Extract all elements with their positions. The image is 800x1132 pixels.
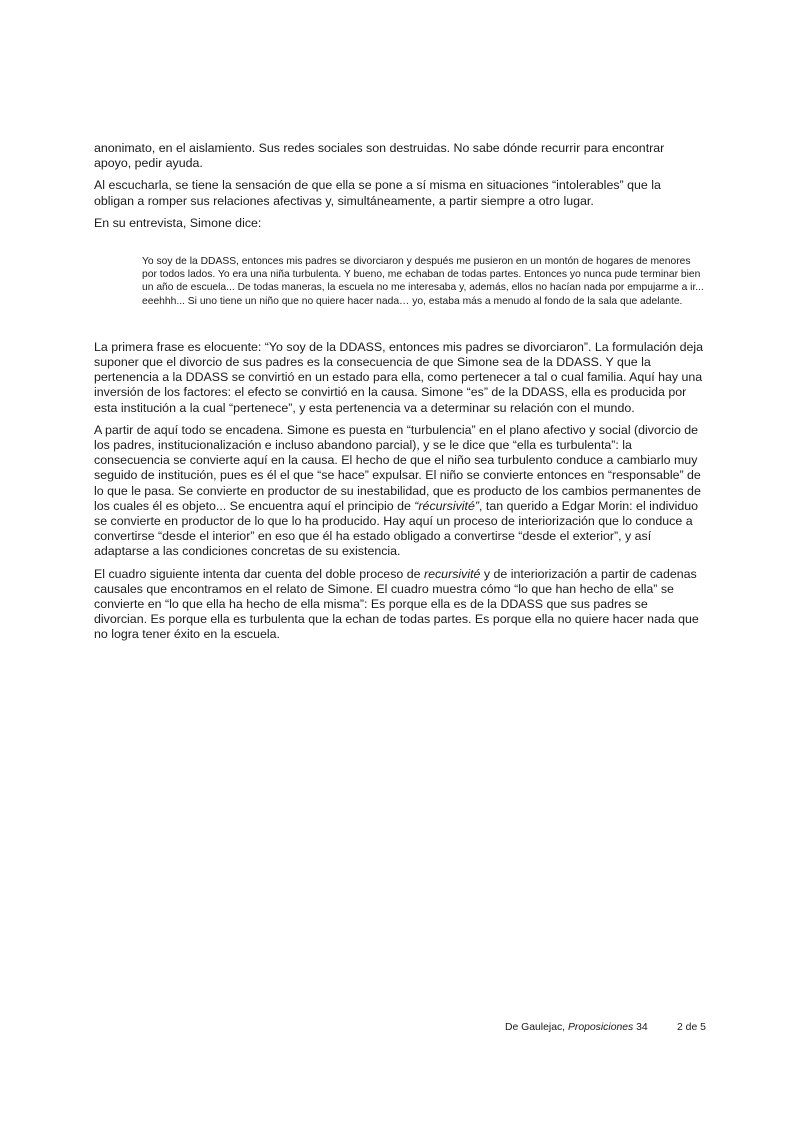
- footer-issue: 34: [633, 1022, 648, 1033]
- paragraph: La primera frase es elocuente: “Yo soy de la DDASS, entonces mis padres se divorciaron”. La formulación deja suponer que el divorcio de sus padres es la consecuencia de que Simone sea de la DDASS. Y que la pertenencia a la DDASS se convirtió en un estado para ella, como pertenecer a tal o cual familia. Aquí hay una inversión de los factores: el efecto se convirtió en la causa. Simone “es” de la DDASS, ella es producida por esta institución a la cual “pertenece”, y esta pertenencia va a determinar su relación con el mundo.: [94, 339, 704, 415]
- paragraph: En su entrevista, Simone dice:: [94, 215, 262, 230]
- paragraph: anonimato, en el aislamiento. Sus redes sociales son destruidas. No sabe dónde recurrir para encontrar apoyo, pedir ayuda.: [94, 141, 665, 171]
- footer-journal: Proposiciones: [567, 1022, 634, 1033]
- paragraph-text: El cuadro siguiente intenta dar cuenta del doble proceso de: [94, 566, 424, 581]
- page-number: 2 de 5: [677, 1022, 706, 1033]
- paragraph-text: A partir de aquí todo se encadena. Simone es puesta en “turbulencia” en el plano afectivo y social (divorcio de los padres, institucionalización e incluso abandono parcial), y se le dice que “ella es turbulenta”: la consecuencia se convierte aquí en la causa. El hecho de que el niño sea turbulento conduce a cambiarlo muy seguido de institución, pues es él el que “se hace” expulsar. El niño se convierte entonces en “responsable” de lo que le pasa. Se convierte en productor de su inestabilidad, que es producto de los cambios permanentes de los cuales él es objeto... Se encuentra aquí el principio de: [94, 422, 701, 513]
- paragraph: [94, 423, 704, 560]
- paragraph-text: y de interiorización a partir de cadenas causales que encontramos en el relato de Simone. El cuadro muestra cómo “lo que han hecho de ella” se convierte en “lo que ella ha hecho de ella misma”: Es porque ella es de la DDASS que sus padres se divorcian. Es porque ella es turbulenta que la echan de todas partes. Es porque ella no quiere hacer nada que no logra tener éxito en la escuela.: [94, 566, 699, 642]
- page-footer: [505, 1022, 706, 1033]
- italic-term: recursivité: [423, 566, 481, 581]
- paragraph: Al escucharla, se tiene la sensación de que ella se pone a sí misma en situaciones “intolerables” que la obligan a romper sus relaciones afectivas y, simultáneamente, a partir siempre a otro lugar.: [94, 178, 661, 208]
- page-body: [94, 141, 704, 650]
- paragraph: [94, 567, 704, 643]
- footer-author: De Gaulejac,: [505, 1022, 568, 1033]
- block-quote: Yo soy de la DDASS, entonces mis padres se divorciaron y después me pusieron en un montón de hogares de menores por todos lados. Yo era una niña turbulenta. Y bueno, me echaban de todas partes. Entonces yo nunca pude terminar bien un año de escuela... De todas maneras, la escuela no me interesaba y, además, ellos no hacían nada por empujarme a ir... eeehhh... Si uno tiene un niño que no quiere hacer nada… yo, estaba más a menudo al fondo de la sala que adelante.: [142, 256, 704, 307]
- paragraph-text: , tan querido a Edgar Morin: el individuo se convierte en productor de lo que lo ha producido. Hay aquí un proceso de interiorización que lo conduce a convertirse “desde el interior” en eso que él ha estado obligado a convertirse “desde el exterior”, y así adaptarse a las condiciones concretas de su existencia.: [94, 498, 699, 559]
- italic-term: “récursivité”: [414, 498, 480, 513]
